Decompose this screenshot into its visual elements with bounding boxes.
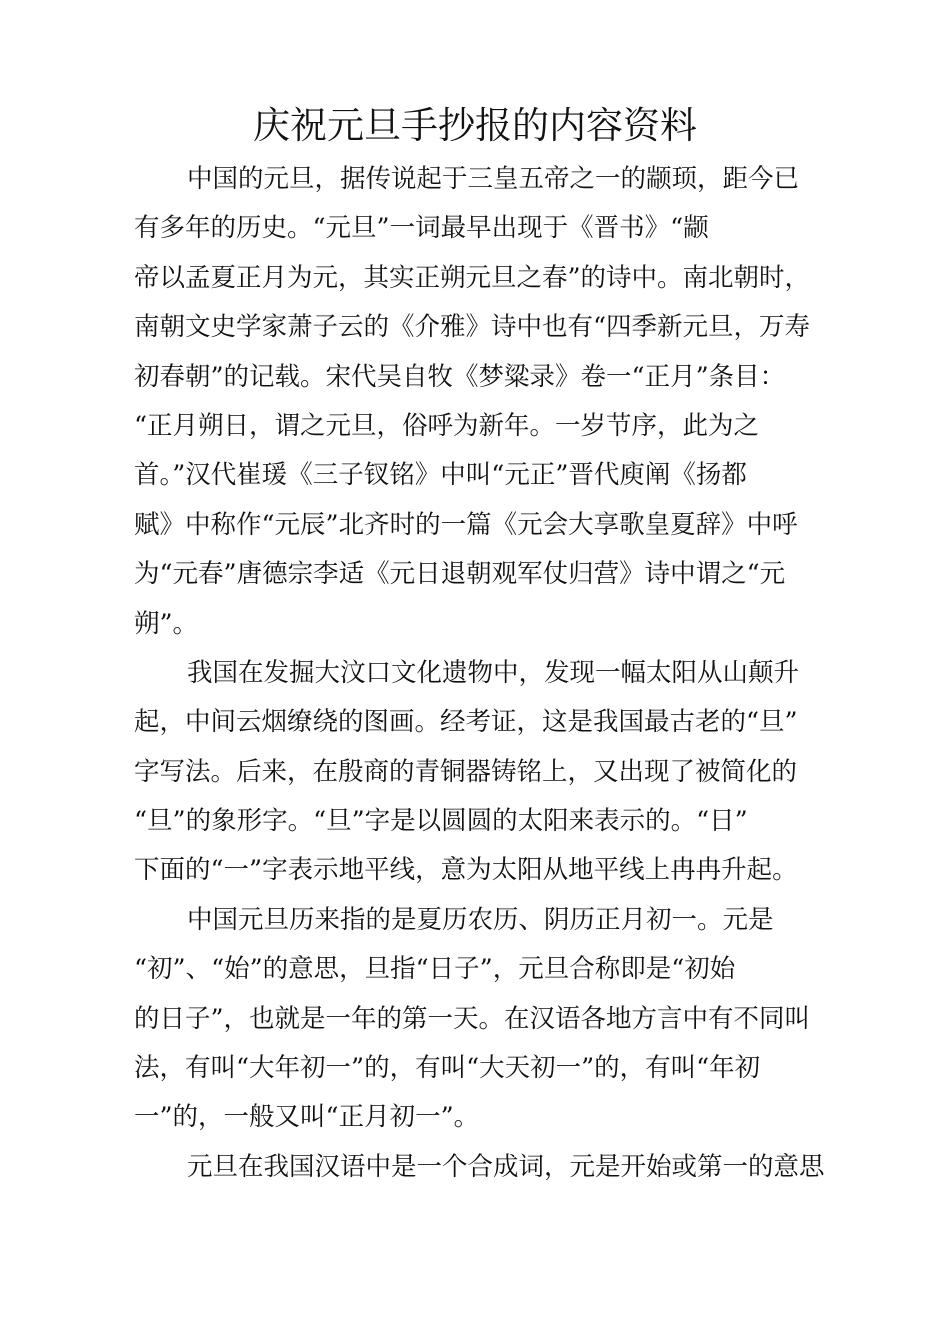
text-line: “正月朔日，谓之元旦，俗呼为新年。一岁节序，此为之 (134, 410, 760, 441)
text-line: 帝以孟夏正月为元，其实正朔元旦之春”的诗中。南北朝时， (134, 262, 811, 293)
text-line: 中国的元旦，据传说起于三皇五帝之一的颛顼，距今已 (187, 164, 800, 194)
text-line: 首。”汉代崔瑗《三子钗铭》中叫“元正”晋代庾阐《扬都 (134, 460, 747, 491)
text-line: 起，中间云烟缭绕的图画。经考证，这是我国最古老的“旦” (134, 707, 798, 738)
text-line: 我国在发掘大汶口文化遗物中，发现一幅太阳从山颠升 (187, 657, 800, 688)
paragraph-dan-character (134, 649, 834, 896)
text-line: 为“元春”唐德宗李适《元日退朝观军仗归营》诗中谓之“元 (134, 559, 786, 590)
text-line: 朔”。 (134, 608, 199, 639)
text-line: 元旦在我国汉语中是一个合成词，元是开始或第一的意思 (187, 1151, 825, 1182)
paragraph-compound-word (134, 1143, 834, 1192)
paragraph-origin (134, 155, 834, 649)
document-body (134, 155, 834, 1192)
text-line: 有多年的历史。“元旦”一词最早出现于《晋书》“颛 (134, 213, 709, 244)
text-line: 字写法。后来，在殷商的青铜器铸铭上，又出现了被简化的 (134, 756, 798, 787)
text-line: 下面的“一”字表示地平线，意为太阳从地平线上冉冉升起。 (134, 855, 798, 886)
text-line: “初”、“始”的意思，旦指“日子”，元旦合称即是“初始 (134, 954, 736, 985)
text-line: 中国元旦历来指的是夏历农历、阴历正月初一。元是 (187, 904, 774, 935)
document-title: 庆祝元旦手抄报的内容资料 (253, 104, 697, 147)
text-line: 赋》中称作“元辰”北齐时的一篇《元会大享歌皇夏辞》中呼 (134, 509, 798, 540)
text-line: 的日子”，也就是一年的第一天。在汉语各地方言中有不同叫 (134, 1003, 811, 1034)
paragraph-meaning (134, 896, 834, 1143)
text-line: 初春朝”的记载。宋代吴自牧《梦粱录》卷一“正月”条目： (134, 361, 786, 392)
text-line: 一”的，一般又叫“正月初一”。 (134, 1102, 480, 1133)
text-line: “旦”的象形字。“旦”字是以圆圆的太阳来表示的。“日” (134, 806, 748, 837)
text-line: 法，有叫“大年初一”的，有叫“大天初一”的，有叫“年初 (134, 1053, 761, 1084)
text-line: 南朝文史学家萧子云的《介雅》诗中也有“四季新元旦，万寿 (134, 312, 811, 343)
